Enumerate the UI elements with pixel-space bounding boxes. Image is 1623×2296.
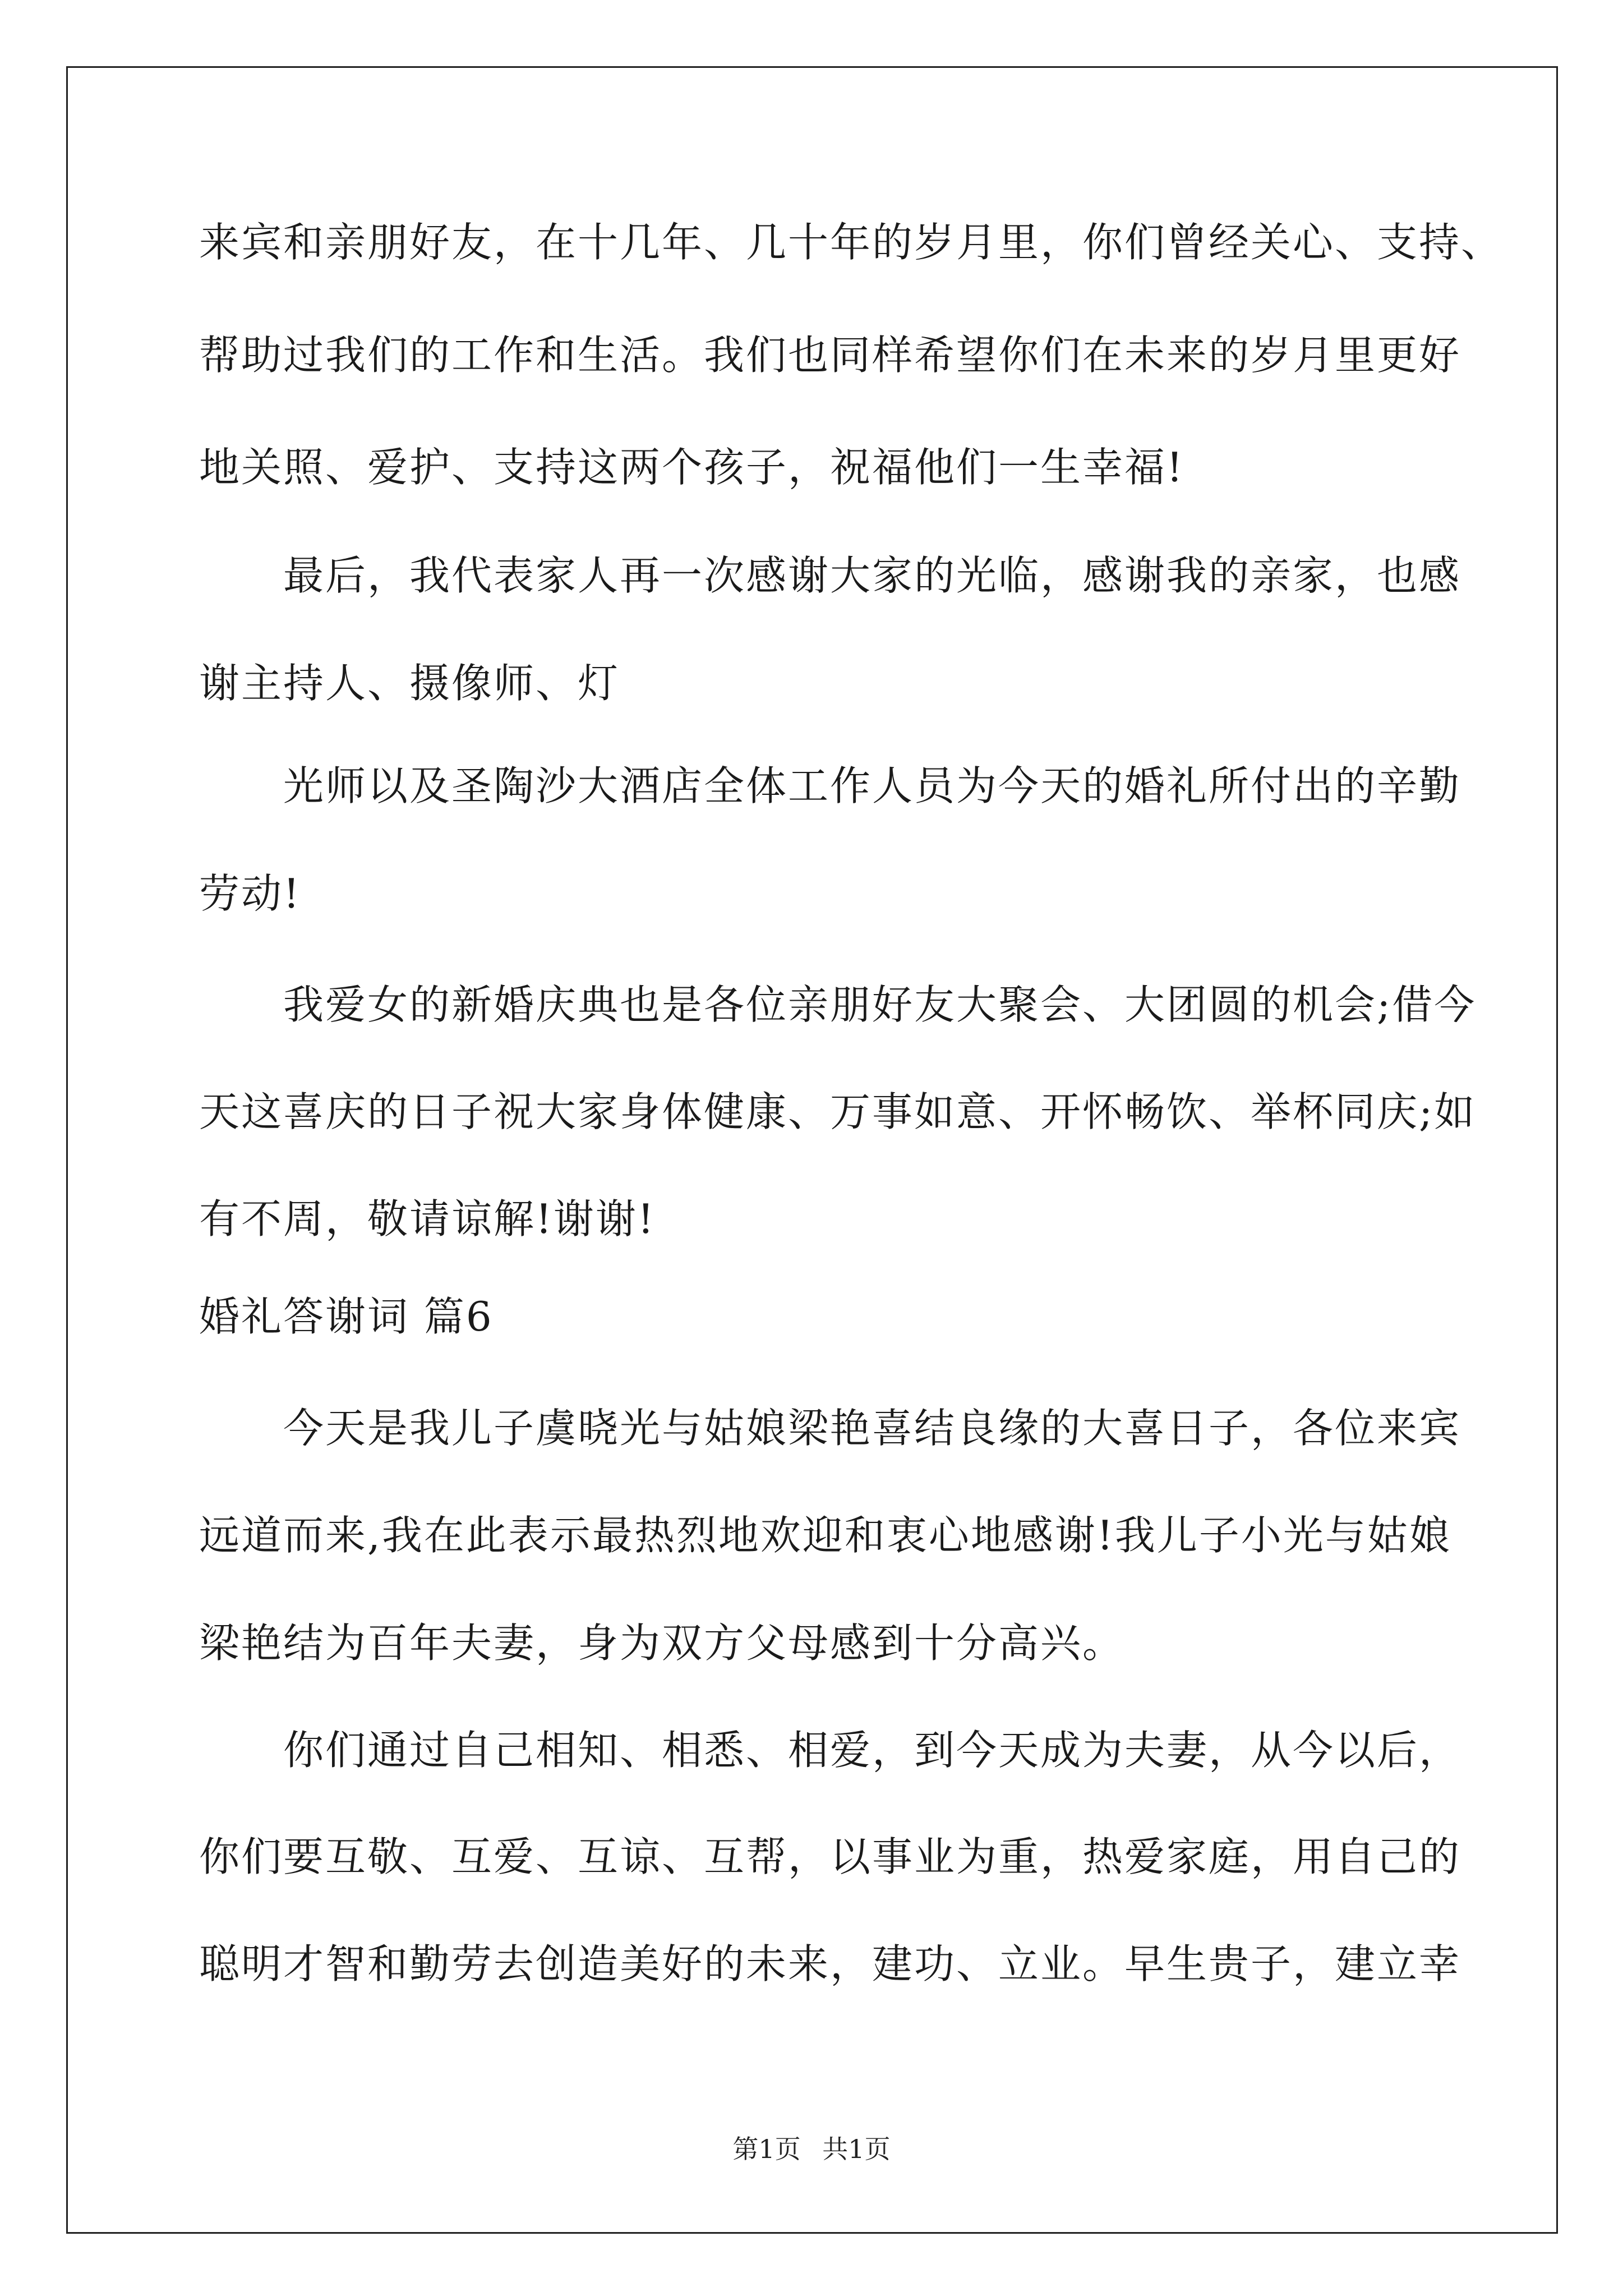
page-number: 第1页 共1页	[732, 2134, 891, 2164]
body-line: 劳动!	[199, 870, 301, 917]
body-line: 光师以及圣陶沙大酒店全体工作人员为今天的婚礼所付出的辛勤	[283, 762, 1461, 809]
body-line: 你们通过自己相知、相悉、相爱，到今天成为夫妻，从今以后，	[283, 1727, 1461, 1774]
body-line: 天这喜庆的日子祝大家身体健康、万事如意、开怀畅饮、举杯同庆;如	[199, 1088, 1477, 1135]
section-heading: 婚礼答谢词 篇6	[199, 1293, 494, 1340]
body-line: 谢主持人、摄像师、灯	[199, 660, 620, 707]
body-line: 来宾和亲朋好友，在十几年、几十年的岁月里，你们曾经关心、支持、	[199, 219, 1504, 266]
body-line: 地关照、爱护、支持这两个孩子，祝福他们一生幸福!	[199, 444, 1184, 491]
page-border	[66, 66, 1558, 2234]
body-line: 你们要互敬、互爱、互谅、互帮，以事业为重，热爱家庭，用自己的	[199, 1833, 1461, 1880]
body-line: 远道而来,我在此表示最热烈地欢迎和衷心地感谢!我儿子小光与姑娘	[199, 1512, 1451, 1559]
body-line: 今天是我儿子虞晓光与姑娘梁艳喜结良缘的大喜日子，各位来宾	[283, 1405, 1461, 1452]
body-line: 聪明才智和勤劳去创造美好的未来，建功、立业。早生贵子，建立幸	[199, 1940, 1461, 1987]
body-line: 帮助过我们的工作和生活。我们也同样希望你们在未来的岁月里更好	[199, 332, 1461, 379]
body-line: 最后，我代表家人再一次感谢大家的光临，感谢我的亲家，也感	[283, 552, 1461, 599]
body-line: 我爱女的新婚庆典也是各位亲朋好友大聚会、大团圆的机会;借今	[283, 981, 1477, 1028]
body-line: 有不周，敬请谅解!谢谢!	[199, 1195, 656, 1243]
body-line: 梁艳结为百年夫妻，身为双方父母感到十分高兴。	[199, 1619, 1125, 1667]
